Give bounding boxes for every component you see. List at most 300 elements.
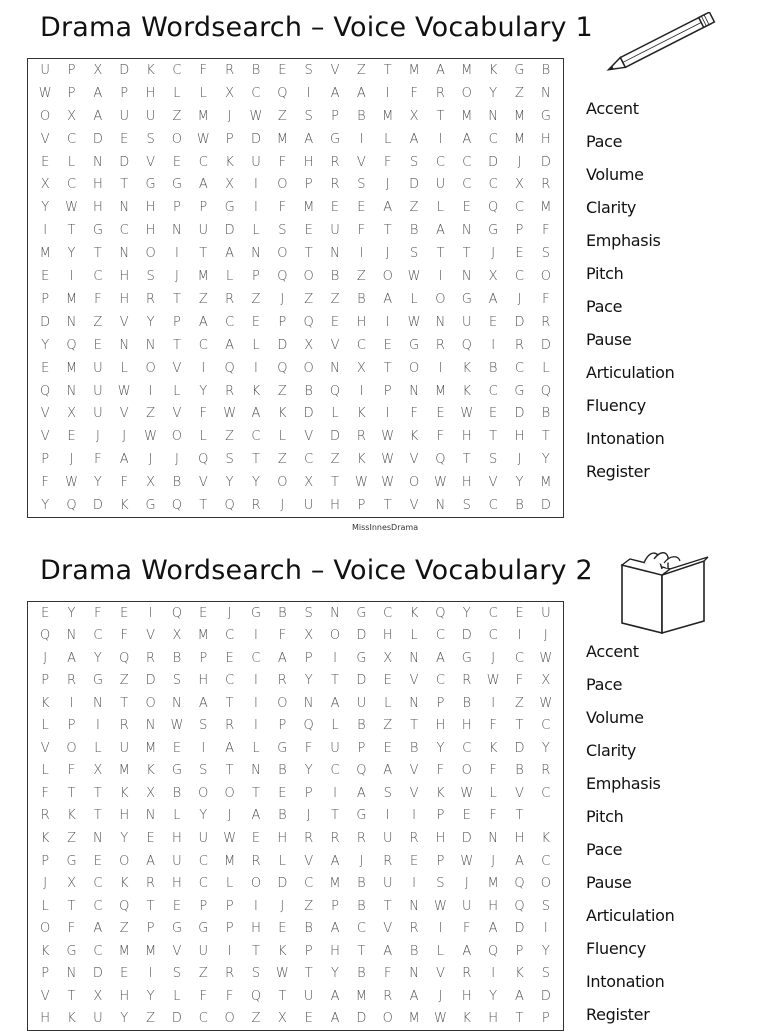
grid-letter: A — [225, 246, 235, 262]
grid-letter: E — [251, 831, 261, 847]
grid-letter: A — [462, 943, 472, 959]
grid-letter: I — [254, 695, 258, 711]
grid-letter: C — [488, 131, 498, 147]
grid-letter: Q — [224, 498, 235, 514]
grid-letter: B — [409, 740, 419, 756]
grid-letter: O — [40, 921, 51, 937]
grid-letter: M — [65, 291, 78, 307]
grid-letter: R — [435, 85, 445, 101]
grid-letter: R — [541, 177, 551, 193]
grid-letter: W — [539, 650, 553, 666]
grid-letter: J — [43, 876, 48, 892]
grid-letter: T — [199, 246, 208, 262]
grid-letter: L — [384, 695, 392, 711]
grid-letter: I — [438, 360, 443, 376]
grid-letter: R — [330, 154, 340, 170]
grid-letter: I — [438, 921, 443, 937]
grid-letter: P — [357, 498, 366, 514]
grid-letter: E — [172, 154, 182, 170]
grid-letter: F — [67, 763, 76, 779]
grid-letter: H — [172, 831, 182, 847]
grid-letter: W — [117, 383, 131, 399]
grid-letter: J — [464, 876, 469, 892]
grid-letter: C — [66, 177, 77, 193]
grid-letter: K — [409, 605, 419, 621]
grid-letter: B — [172, 785, 182, 801]
word-list-item: Fluency — [586, 396, 646, 415]
grid-letter: Q — [250, 988, 262, 1004]
grid-letter: P — [436, 695, 445, 711]
grid-letter: S — [304, 62, 313, 78]
grid-letter: P — [357, 740, 366, 756]
grid-letter: V — [40, 429, 50, 445]
grid-letter: V — [356, 154, 366, 170]
word-list-item: Pitch — [586, 807, 624, 826]
grid-letter: Z — [251, 291, 261, 307]
grid-letter: S — [304, 108, 313, 124]
grid-letter: C — [225, 628, 235, 644]
grid-letter: J — [175, 452, 179, 468]
grid-letter: G — [92, 223, 103, 239]
grid-letter: M — [144, 740, 157, 756]
grid-letter: Y — [67, 246, 76, 262]
grid-letter: F — [436, 429, 445, 445]
grid-letter: P — [67, 718, 76, 734]
grid-letter: Q — [40, 383, 51, 399]
grid-letter: T — [172, 291, 181, 307]
grid-letter: T — [436, 246, 445, 262]
grid-letter: O — [224, 785, 235, 801]
grid-letter: N — [93, 154, 103, 170]
grid-letter: C — [383, 605, 393, 621]
grid-letter: R — [435, 337, 445, 353]
grid-letter: C — [119, 223, 129, 239]
grid-letter: H — [330, 498, 340, 514]
grid-letter: M — [329, 876, 341, 892]
grid-letter: F — [542, 291, 550, 307]
grid-letter: E — [489, 314, 498, 330]
grid-letter: I — [201, 360, 206, 376]
grid-letter: P — [41, 853, 50, 869]
grid-letter: E — [199, 605, 208, 621]
grid-letter: P — [304, 650, 313, 666]
grid-letter: O — [119, 853, 130, 869]
grid-letter: Z — [330, 452, 340, 468]
grid-letter: G — [92, 673, 103, 689]
grid-letter: B — [488, 360, 498, 376]
grid-letter: C — [541, 853, 551, 869]
grid-letter: X — [488, 269, 498, 285]
grid-letter: I — [412, 808, 416, 824]
grid-letter: H — [488, 898, 498, 914]
grid-letter: U — [462, 898, 472, 914]
grid-letter: S — [357, 177, 366, 193]
grid-letter: V — [146, 628, 156, 644]
grid-letter: J — [491, 650, 496, 666]
grid-letter: P — [304, 785, 313, 801]
grid-letter: P — [331, 108, 339, 124]
grid-letter: A — [330, 695, 340, 711]
grid-letter: O — [303, 360, 314, 376]
grid-letter: C — [93, 628, 103, 644]
grid-letter: R — [225, 291, 235, 307]
grid-letter: J — [280, 291, 285, 307]
grid-letter: Q — [171, 605, 183, 621]
grid-letter: U — [303, 988, 314, 1004]
grid-letter: V — [409, 673, 419, 689]
grid-letter: P — [41, 452, 50, 468]
grid-letter: T — [225, 695, 234, 711]
grid-letter: V — [330, 62, 340, 78]
grid-letter: G — [171, 177, 182, 193]
grid-letter: N — [330, 246, 340, 262]
grid-letter: P — [304, 943, 313, 959]
grid-letter: R — [146, 876, 156, 892]
grid-letter: R — [541, 314, 551, 330]
grid-letter: A — [251, 808, 261, 824]
grid-letter: A — [330, 853, 340, 869]
grid-letter: A — [383, 943, 393, 959]
grid-letter: U — [382, 876, 393, 892]
word-list-item: Pace — [586, 297, 623, 316]
grid-letter: Y — [304, 763, 313, 779]
grid-letter: B — [172, 650, 182, 666]
grid-letter: D — [145, 673, 156, 689]
grid-letter: E — [357, 200, 366, 216]
grid-letter: F — [278, 628, 287, 644]
grid-letter: P — [41, 966, 50, 982]
grid-letter: U — [198, 943, 209, 959]
grid-letter: V — [40, 131, 50, 147]
grid-letter: E — [93, 853, 102, 869]
grid-letter: O — [171, 429, 183, 445]
grid-letter: A — [330, 921, 340, 937]
grid-letter: I — [491, 337, 496, 353]
grid-letter: N — [66, 966, 77, 982]
grid-letter: V — [409, 452, 419, 468]
grid-letter: F — [436, 763, 445, 779]
grid-letter: I — [43, 223, 48, 239]
grid-letter: M — [197, 269, 209, 285]
grid-letter: X — [146, 785, 156, 801]
grid-letter: U — [435, 177, 446, 193]
grid-letter: K — [515, 966, 524, 982]
grid-letter: O — [435, 291, 446, 307]
grid-letter: C — [435, 673, 445, 689]
grid-letter: R — [225, 718, 235, 734]
grid-letter: W — [433, 1011, 447, 1027]
grid-letter: C — [251, 429, 261, 445]
grid-letter: W — [539, 695, 553, 711]
grid-letter: L — [173, 808, 181, 824]
grid-letter: E — [304, 1011, 313, 1027]
grid-letter: Q — [540, 383, 551, 399]
grid-letter: S — [462, 498, 471, 514]
grid-letter: B — [462, 695, 472, 711]
grid-letter: A — [356, 785, 366, 801]
grid-letter: Z — [251, 1011, 261, 1027]
grid-letter: W — [170, 718, 184, 734]
grid-letter: C — [93, 876, 103, 892]
grid-letter: N — [93, 831, 103, 847]
book-icon — [618, 549, 710, 635]
grid-letter: C — [514, 650, 524, 666]
grid-letter: B — [515, 763, 524, 779]
grid-letter: T — [515, 808, 524, 824]
grid-letter: L — [199, 429, 207, 445]
grid-letter: A — [383, 291, 393, 307]
grid-letter: T — [251, 943, 260, 959]
grid-letter: E — [41, 154, 50, 170]
grid-letter: R — [383, 853, 393, 869]
grid-letter: H — [92, 177, 103, 193]
grid-letter: W — [381, 452, 395, 468]
grid-letter: P — [436, 853, 445, 869]
word-list — [586, 92, 674, 488]
grid-letter: O — [540, 876, 551, 892]
grid-letter: V — [198, 475, 208, 491]
grid-letter: U — [93, 360, 103, 376]
grid-letter: O — [303, 269, 314, 285]
word-list-item: Register — [586, 1005, 650, 1024]
grid-letter: D — [330, 429, 341, 445]
word-list-item: Intonation — [586, 972, 665, 991]
grid-letter: L — [173, 988, 181, 1004]
grid-letter: L — [278, 429, 286, 445]
grid-letter: L — [173, 85, 181, 101]
grid-letter: F — [383, 154, 392, 170]
grid-letter: S — [278, 223, 287, 239]
grid-letter: M — [303, 200, 315, 216]
grid-letter: T — [462, 452, 471, 468]
grid-letter: I — [201, 740, 206, 756]
grid-letter: T — [383, 62, 392, 78]
grid-letter: P — [541, 1011, 550, 1027]
grid-letter: D — [540, 988, 551, 1004]
grid-letter: T — [331, 673, 339, 689]
grid-letter: Z — [277, 108, 287, 124]
grid-letter: L — [384, 131, 392, 147]
grid-letter: P — [436, 808, 445, 824]
grid-letter: Z — [304, 898, 314, 914]
grid-letter: H — [435, 831, 446, 847]
grid-letter: O — [198, 785, 209, 801]
grid-letter: U — [145, 108, 156, 124]
grid-letter: S — [436, 876, 445, 892]
grid-letter: G — [461, 650, 472, 666]
grid-letter: A — [198, 314, 208, 330]
grid-letter: J — [148, 452, 153, 468]
grid-letter: U — [462, 314, 472, 330]
grid-letter: N — [66, 383, 77, 399]
grid-letter: C — [93, 898, 103, 914]
grid-letter: I — [254, 360, 258, 376]
grid-letter: I — [254, 177, 258, 193]
grid-letter: R — [462, 673, 472, 689]
grid-letter: J — [438, 988, 443, 1004]
grid-letter: I — [385, 406, 390, 422]
grid-letter: U — [541, 605, 551, 621]
grid-letter: Q — [488, 943, 499, 959]
grid-letter: I — [491, 695, 496, 711]
grid-letter: Y — [541, 740, 550, 756]
grid-letter: O — [66, 740, 77, 756]
grid-letter: J — [69, 452, 74, 468]
grid-letter: G — [409, 337, 420, 353]
grid-letter: J — [517, 154, 522, 170]
grid-letter: I — [412, 876, 416, 892]
grid-letter: K — [278, 943, 287, 959]
grid-letter: I — [148, 966, 153, 982]
grid-letter: B — [541, 406, 551, 422]
word-list-item: Accent — [586, 99, 639, 118]
grid-letter: D — [40, 314, 51, 330]
grid-letter: H — [40, 1011, 51, 1027]
word-list-item: Intonation — [586, 429, 665, 448]
word-list-item: Emphasis — [586, 231, 661, 250]
grid-letter: A — [515, 988, 524, 1004]
grid-letter: Y — [462, 605, 471, 621]
grid-letter: T — [383, 898, 392, 914]
grid-letter: W — [381, 475, 395, 491]
grid-letter: D — [461, 628, 472, 644]
grid-letter: L — [331, 718, 339, 734]
grid-letter: C — [172, 62, 182, 78]
grid-letter: C — [93, 943, 103, 959]
grid-letter: X — [225, 177, 235, 193]
grid-letter: F — [199, 62, 207, 78]
grid-letter: F — [489, 763, 497, 779]
grid-letter: A — [67, 650, 76, 666]
word-list-item: Articulation — [586, 906, 675, 925]
grid-letter: F — [515, 673, 524, 689]
grid-letter: T — [172, 337, 181, 353]
grid-letter: T — [304, 246, 313, 262]
grid-letter: E — [278, 62, 287, 78]
grid-letter: S — [488, 452, 498, 468]
grid-letter: U — [198, 223, 209, 239]
grid-letter: H — [119, 291, 130, 307]
grid-letter: O — [145, 360, 156, 376]
grid-letter: K — [251, 383, 261, 399]
grid-letter: H — [119, 988, 130, 1004]
grid-letter: W — [407, 314, 421, 330]
grid-letter: F — [410, 406, 418, 422]
grid-letter: K — [278, 406, 287, 422]
grid-letter: O — [329, 628, 341, 644]
grid-letter: D — [92, 966, 103, 982]
grid-letter: L — [489, 785, 497, 801]
grid-letter: R — [251, 853, 261, 869]
grid-letter: C — [488, 498, 498, 514]
grid-letter: N — [66, 628, 77, 644]
grid-letter: I — [69, 695, 74, 711]
grid-letter: R — [330, 831, 340, 847]
grid-letter: D — [540, 337, 551, 353]
grid-letter: O — [382, 269, 393, 285]
grid-letter: U — [330, 740, 340, 756]
grid-letter: L — [331, 406, 339, 422]
grid-letter: L — [436, 943, 445, 959]
grid-letter: R — [225, 383, 235, 399]
grid-letter: T — [357, 943, 366, 959]
grid-letter: O — [408, 475, 420, 491]
grid-letter: K — [462, 1011, 472, 1027]
grid-letter: O — [277, 475, 288, 491]
grid-letter: Z — [515, 695, 524, 711]
grid-letter: T — [146, 898, 155, 914]
grid-letter: P — [67, 62, 76, 78]
grid-letter: U — [119, 740, 129, 756]
grid-letter: D — [119, 154, 130, 170]
grid-letter: C — [488, 605, 498, 621]
grid-letter: F — [199, 406, 207, 422]
grid-letter: X — [409, 108, 419, 124]
grid-letter: G — [488, 223, 499, 239]
grid-letter: P — [515, 943, 524, 959]
grid-letter: D — [171, 1011, 182, 1027]
grid-letter: Q — [435, 605, 446, 621]
grid-letter: Z — [119, 921, 129, 937]
grid-letter: I — [438, 131, 443, 147]
grid-letter: F — [94, 605, 102, 621]
grid-letter: W — [433, 475, 447, 491]
grid-letter: I — [517, 628, 522, 644]
grid-letter: D — [514, 921, 525, 937]
grid-letter: P — [41, 673, 50, 689]
grid-letter: C — [198, 154, 208, 170]
grid-letter: A — [198, 695, 208, 711]
grid-letter: I — [359, 246, 364, 262]
grid-letter: Z — [198, 291, 208, 307]
grid-letter: V — [146, 154, 156, 170]
grid-letter: G — [356, 605, 367, 621]
grid-letter: L — [199, 85, 207, 101]
grid-letter: E — [462, 200, 471, 216]
grid-letter: G — [514, 62, 525, 78]
grid-letter: B — [278, 605, 287, 621]
wordsearch-2 — [0, 543, 768, 1027]
grid-letter: I — [69, 269, 74, 285]
grid-letter: S — [304, 605, 313, 621]
grid-letter: P — [278, 314, 287, 330]
grid-letter: M — [65, 360, 78, 376]
grid-letter: H — [172, 876, 182, 892]
grid-letter: E — [330, 314, 340, 330]
word-list-item: Accent — [586, 642, 639, 661]
grid-letter: N — [461, 269, 472, 285]
grid-letter: F — [542, 223, 550, 239]
grid-letter: Y — [67, 605, 76, 621]
grid-letter: T — [67, 988, 76, 1004]
grid-letter: I — [175, 246, 179, 262]
grid-letter: W — [433, 898, 447, 914]
grid-letter: L — [252, 337, 260, 353]
grid-letter: P — [199, 650, 208, 666]
grid-letter: I — [148, 383, 153, 399]
grid-letter: N — [435, 314, 446, 330]
grid-letter: V — [172, 406, 182, 422]
grid-letter: T — [410, 718, 419, 734]
grid-letter: K — [119, 785, 129, 801]
grid-letter: C — [198, 337, 208, 353]
grid-letter: N — [145, 808, 156, 824]
grid-letter: B — [304, 383, 313, 399]
grid-letter: Q — [66, 498, 77, 514]
grid-letter: Q — [514, 898, 525, 914]
grid-letter: I — [254, 898, 258, 914]
grid-letter: E — [489, 406, 498, 422]
